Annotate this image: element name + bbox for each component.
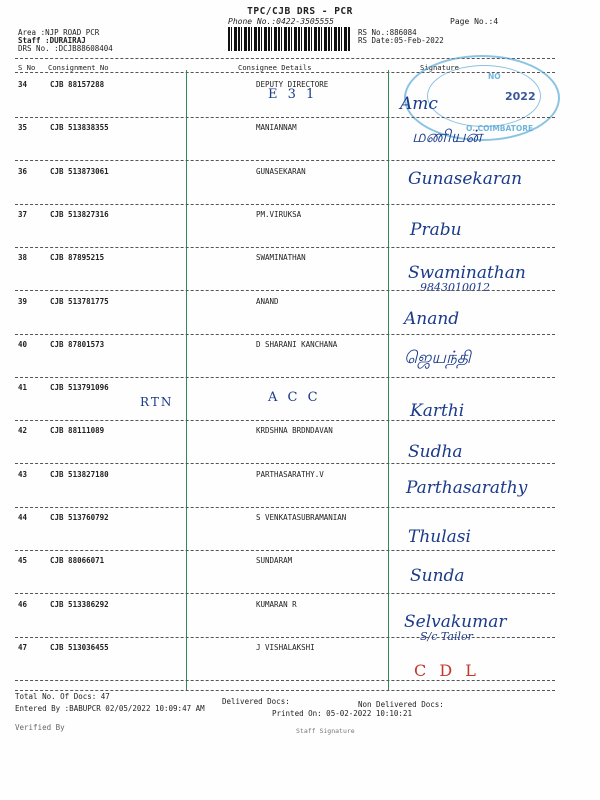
staff-signature-label: Staff Signature (296, 727, 355, 735)
row-consignee-name: SWAMINATHAN (256, 253, 306, 262)
row-consignee-name: MANIANNAM (256, 123, 297, 132)
rs-number-field: RS No.:886084 (358, 28, 417, 37)
row-consignment-no: CJB 88157288 (50, 80, 105, 89)
row-consignment-no: CJB 513827316 (50, 210, 109, 219)
row-consignee-name: SUNDARAM (256, 556, 293, 565)
row-consignee-name: KUMARAN R (256, 600, 297, 609)
row-consignee-name: ANAND (256, 297, 279, 306)
row-signature: Sunda (410, 566, 465, 586)
row-consignment-no: CJB 88066071 (50, 556, 105, 565)
area-field: Area :NJP ROAD PCR (18, 28, 100, 37)
footer-rule (15, 690, 555, 691)
row-separator (15, 507, 555, 508)
row-separator (15, 247, 555, 248)
row-consignee-name: D SHARANI KANCHANA (256, 340, 338, 349)
row-consignment-no: CJB 513838355 (50, 123, 109, 132)
row-separator (15, 593, 555, 594)
row-consignment-no: CJB 513827180 (50, 470, 109, 479)
row-sno: 39 (18, 297, 28, 306)
row-consignment-no: CJB 513781775 (50, 297, 109, 306)
row-sno: 47 (18, 643, 28, 652)
row-separator (15, 160, 555, 161)
row-consignment-no: CJB 88111089 (50, 426, 105, 435)
row-consignment-no: CJB 513036455 (50, 643, 109, 652)
row-consignee-name: DEPUTY DIRECTORE (256, 80, 329, 89)
column-sno: S No (18, 63, 36, 72)
column-consignment: Consignment No (48, 63, 109, 72)
row-signature: Amc (400, 94, 438, 114)
stamp-text-date: 2022 (505, 90, 536, 103)
row-signature: Gunasekaran (408, 169, 523, 189)
row-separator (15, 204, 555, 205)
row-consignee-name: J VISHALAKSHI (256, 643, 315, 652)
row-signature: Anand (404, 309, 460, 329)
column-consignee-details: Consignee Details (238, 63, 312, 72)
row-signature-extra: 9843010012 (420, 281, 490, 294)
row-sno: 42 (18, 426, 28, 435)
row-consignment-no: CJB 513760792 (50, 513, 109, 522)
row-sno: 45 (18, 556, 28, 565)
rs-date-field: RS Date:05-Feb-2022 (358, 36, 444, 45)
row-sno: 43 (18, 470, 28, 479)
row-handwritten-note: A C C (268, 390, 321, 405)
column-signature: Signature (420, 63, 459, 72)
column-divider-right (388, 70, 389, 691)
stamp-text-bottom: O. COIMBATORE (466, 124, 534, 133)
header-left (18, 29, 113, 53)
row-signature: மணியன் (412, 127, 483, 147)
row-consignee-name: PARTHASARATHY.V (256, 470, 324, 479)
row-separator (15, 117, 555, 118)
row-signature: Selvakumar (404, 612, 507, 632)
row-consignee-name: KRDSHNA BRDNDAVAN (256, 426, 333, 435)
row-signature: Sudha (408, 442, 463, 462)
row-sno: 34 (18, 80, 28, 89)
non-delivered-docs: Non Delivered Docs: (358, 700, 444, 709)
row-consignment-no: CJB 513873061 (50, 167, 109, 176)
document-title: TPC/CJB DRS - PCR (247, 6, 353, 17)
row-separator (15, 550, 555, 551)
entered-by: Entered By :BABUPCR 02/05/2022 10:09:47 AM (15, 704, 205, 713)
row-sno: 36 (18, 167, 28, 176)
row-sno: 46 (18, 600, 28, 609)
row-consignee-name: PM.VIRUKSA (256, 210, 302, 219)
row-separator (15, 680, 555, 681)
row-separator (15, 420, 555, 421)
header-right (358, 29, 444, 45)
row-sno: 41 (18, 383, 28, 392)
row-sno: 40 (18, 340, 28, 349)
row-signature: Thulasi (408, 527, 471, 547)
delivered-docs: Delivered Docs: (222, 697, 290, 706)
row-signature: Prabu (410, 220, 462, 240)
row-separator (15, 377, 555, 378)
drs-number-field: DRS No. :DCJB88608404 (18, 44, 113, 53)
row-signature-extra: S/c Tailor (420, 630, 473, 643)
page-number: Page No.:4 (450, 17, 499, 26)
barcode (228, 27, 350, 51)
row-consignment-no: CJB 513386292 (50, 600, 109, 609)
row-separator (15, 463, 555, 464)
verified-by: Verified By (15, 723, 65, 732)
row-signature: Swaminathan (408, 263, 526, 283)
row-handwritten-note: E 3 1 (268, 87, 318, 102)
column-divider-left (186, 70, 187, 691)
row-handwritten-note-left: RTN (140, 395, 174, 409)
row-consignment-no: CJB 87801573 (50, 340, 105, 349)
row-signature: Parthasarathy (406, 478, 528, 498)
row-signature: Karthi (410, 401, 465, 421)
stamp-text-top: NO (488, 72, 501, 81)
row-consignee-name: GUNASEKARAN (256, 167, 306, 176)
printed-on: Printed On: 05-02-2022 10:10:21 (272, 709, 412, 718)
row-separator (15, 637, 555, 638)
row-sno: 37 (18, 210, 28, 219)
row-consignment-no: CJB 87895215 (50, 253, 105, 262)
row-sno: 44 (18, 513, 28, 522)
row-sno: 35 (18, 123, 28, 132)
row-sno: 38 (18, 253, 28, 262)
row-consignee-name: S VENKATASUBRAMANIAN (256, 513, 347, 522)
row-consignment-no: CJB 513791096 (50, 383, 109, 392)
row-signature: ஜெயந்தி (404, 348, 471, 368)
row-separator (15, 334, 555, 335)
row-separator (15, 290, 555, 291)
total-docs: Total No. Of Docs: 47 (15, 692, 110, 701)
row-signature: C D L (414, 661, 480, 680)
staff-field: Staff :DURAIRAJ (18, 36, 86, 45)
phone-number: Phone No.:0422-3505555 (228, 17, 334, 26)
